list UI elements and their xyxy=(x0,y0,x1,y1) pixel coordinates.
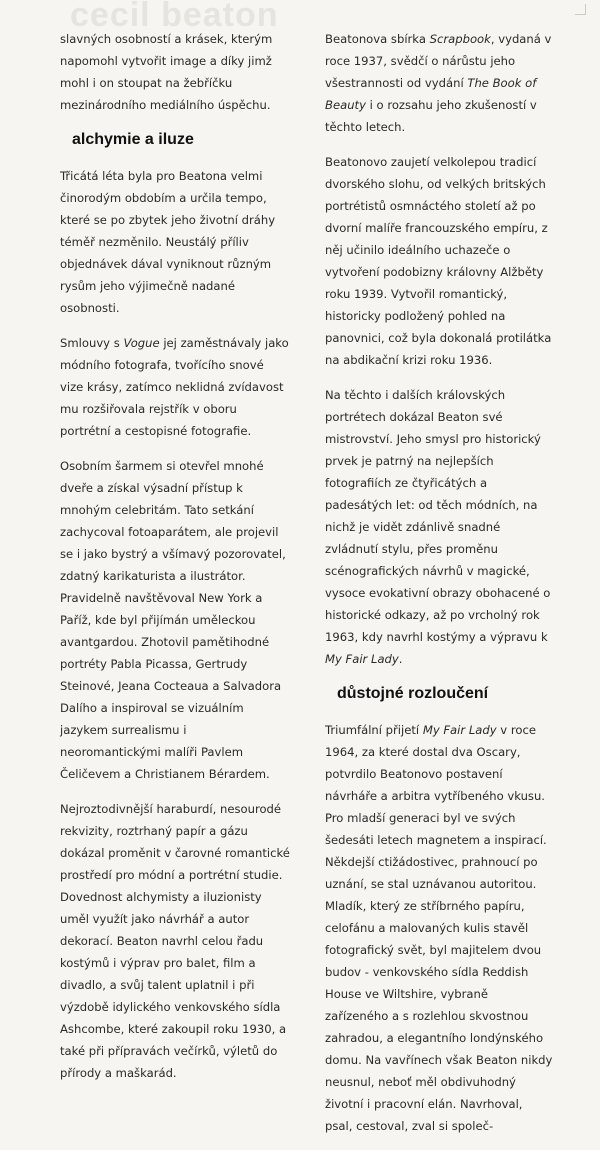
right-column xyxy=(325,28,553,1150)
corner-mark xyxy=(575,4,586,15)
bleed-through-title: cecil beaton xyxy=(70,0,279,34)
section-heading-alchymie: alchymie a iluze xyxy=(72,131,194,148)
paragraph: Osobním šarmem si otevřel mnohé dveře a získal výsadní přístup k mnohým celebritám. Tato setkání zachycoval fotoaparátem, ale projevil se i jako bystrý a všímavý pozorovatel, zdatný karikaturista a ilustrátor. Pravidelně navštěvoval New York a Paříž, kde byl přijímán uměleckou avantgardou. Zhotovil pamětihodné portréty Pabla Picassa, Gertrudy Steinové, Jeana Cocteaua a Salvadora Dalího a inspiroval se vizuálním jazykem surrealismu i neoromantickými malíři Pavlem Čeličevem a Christianem Bérardem. xyxy=(60,459,286,781)
paragraph: Beatonovo zaujetí velkolepou tradicí dvorského slohu, od velkých britských portrétistů osmnáctého století až po dvorní malíře francouzského empíru, z něj učinilo ideálního uchazeče o vytvoření podobizny královny Alžběty roku 1939. Vytvořil romantický, historicky podložený pohled na panovnici, což byla dokonalá protilátka na abdikační krizi roku 1936. xyxy=(325,155,552,367)
section-heading-rozlouceni: důstojné rozloučení xyxy=(337,685,489,702)
paragraph-intro: slavných osobností a krásek, kterým napomohl vytvořit image a díky jimž mohl i on stoupat na žebříčku mezinárodního mediálního úspěchu. xyxy=(60,32,273,112)
paragraph: Třicátá léta byla pro Beatona velmi činorodým obdobím a určila tempo, které se po zbytek jeho životní dráhy téměř nezměnilo. Neustálý příliv objednávek dával vyniknout různým rysům jeho výjimečně nadané osobnosti. xyxy=(60,169,276,315)
paragraph: Smlouvy s Vogue jej zaměstnávaly jako módního fotografa, tvořícího snové vize krásy, zatímco neklidná zvídavost mu rozšiřovala rejstřík v oboru portrétní a cestopisné fotografie. xyxy=(60,336,289,438)
left-column xyxy=(60,28,290,1097)
paragraph: Nejroztodivnější haraburdí, nesourodé rekvizity, roztrhaný papír a gázu dokázal proměnit v čarovné romantické prostředí pro módní a portrétní studie. Dovednost alchymisty a iluzionisty uměl využít jako návrhář a autor dekorací. Beaton navrhl celou řadu kostýmů i výprav pro balet, film a divadlo, a svůj talent uplatnil i při výzdobě idylického venkovského sídla Ashcombe, které zakoupil roku 1930, a také při přípravách večírků, výletů do přírody a maškarád. xyxy=(60,802,290,1080)
paragraph: Beatonova sbírka Scrapbook, vydaná v roce 1937, svědčí o nárůstu jeho všestrannosti od vydání The Book of Beauty i o rozsahu jeho zkušeností v těchto letech. xyxy=(325,32,552,134)
paragraph: Triumfální přijetí My Fair Lady v roce 1964, za které dostal dva Oscary, potvrdilo Beatonovo postavení návrháře a arbitra vytříbeného vkusu. Pro mladší generaci byl ve svých šedesáti letech magnetem a inspirací. Někdejší ctižádostivec, prahnoucí po uznání, se stal uznávanou autoritou. Mladík, který ze stříbrného papíru, celofánu a malovaných kulis stavěl fotografický svět, byl majitelem dvou budov - venkovského sídla Reddish House ve Wiltshire, vybraně zařízeného a s rozlehlou skvostnou zahradou, a elegantního londýnského domu. Na vavřínech však Beaton nikdy neusnul, neboť měl obdivuhodný životní i pracovní elán. Navrhoval, psal, cestoval, zval si společ- xyxy=(325,723,553,1133)
paragraph: Na těchto i dalších královských portrétech dokázal Beaton své mistrovství. Jeho smysl pro historický prvek je patrný na nejlepších fotografiích ze čtyřicátých a padesátých let: od těch módních, na nichž je vidět zdánlivě snadné zvládnutí stylu, přes proměnu scénografických návrhů v magické, vysoce evokativní obrazy obohacené o historické odkazy, až po vrcholný rok 1963, kdy navrhl kostýmy a výpravu k My Fair Lady. xyxy=(325,388,551,666)
